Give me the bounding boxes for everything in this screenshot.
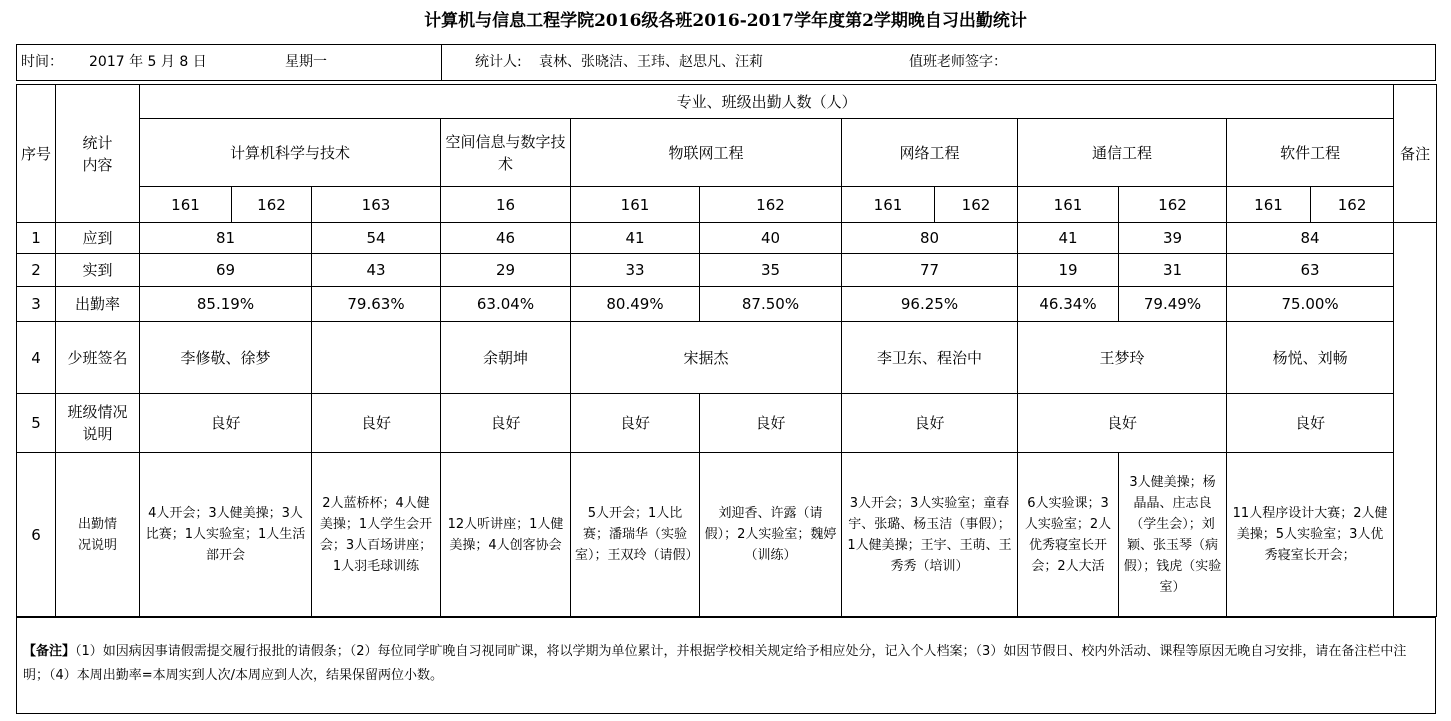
date-label: 时间： [21, 54, 63, 70]
rate-cell: 80.49% [571, 287, 700, 322]
notes-cell: 6人实验课；3人实验室；2人优秀寝室长开会；2人大活 [1018, 453, 1119, 617]
value-cell: 39 [1119, 223, 1227, 254]
row-label: 出勤情况说明 [56, 453, 140, 617]
value-cell: 84 [1227, 223, 1394, 254]
value-cell: 63 [1227, 254, 1394, 287]
value-cell: 41 [1018, 223, 1119, 254]
sign-cell: 李卫东、程治中 [842, 322, 1018, 394]
row-label: 应到 [56, 223, 140, 254]
date-value: 2017 年 5 月 8 日 [89, 54, 207, 70]
rate-cell: 79.63% [312, 287, 441, 322]
stats-label: 统计人: [475, 54, 522, 70]
sign-cell: 杨悦、刘畅 [1227, 322, 1394, 394]
sign-cell: 王梦玲 [1018, 322, 1227, 394]
value-cell: 69 [140, 254, 312, 287]
class-cell: 162 [1119, 187, 1227, 223]
rate-cell: 63.04% [441, 287, 571, 322]
value-cell: 41 [571, 223, 700, 254]
major-iot: 物联网工程 [571, 119, 842, 187]
rate-cell: 46.34% [1018, 287, 1119, 322]
row-label: 少班签名 [56, 322, 140, 394]
status-cell: 良好 [571, 394, 700, 453]
status-cell: 良好 [1018, 394, 1227, 453]
value-cell: 29 [441, 254, 571, 287]
status-cell: 良好 [140, 394, 312, 453]
value-cell: 81 [140, 223, 312, 254]
class-cell: 161 [1018, 187, 1119, 223]
row-no: 4 [17, 322, 56, 394]
sign-cell: 宋据杰 [571, 322, 842, 394]
row-no: 5 [17, 394, 56, 453]
remark-cell [1394, 223, 1437, 617]
header-remark: 备注 [1394, 85, 1437, 223]
rate-cell: 96.25% [842, 287, 1018, 322]
notes-text: （1）如因病因事请假需提交履行报批的请假条；（2）每位同学旷晚自习视同旷课，将以学期为单位累计，并根据学校相关规定给予相应处分，记入个人档案；（3）如因节假日、校内外活动、课程等原因无晚自习安排，请在备注栏中注明；（4）本周出勤率=本周实到人次/本周应到人次，结果保留两位小数。 [23, 644, 1407, 683]
value-cell: 77 [842, 254, 1018, 287]
notes-cell: 3人健美操；杨晶晶、庄志良（学生会）；刘颖、张玉琴（病假）；钱虎（实验室） [1119, 453, 1227, 617]
header-content: 统计 内容 [56, 85, 140, 223]
value-cell: 80 [842, 223, 1018, 254]
attendance-table [16, 84, 1437, 617]
rate-cell: 85.19% [140, 287, 312, 322]
row-label: 出勤率 [56, 287, 140, 322]
status-cell: 良好 [700, 394, 842, 453]
info-bar [16, 44, 1436, 81]
class-cell: 162 [232, 187, 312, 223]
value-cell: 35 [700, 254, 842, 287]
class-cell: 161 [571, 187, 700, 223]
notes-cell: 2人蓝桥杯；4人健美操；1人学生会开会；3人百场讲座；1人羽毛球训练 [312, 453, 441, 617]
class-cell: 16 [441, 187, 571, 223]
row-label: 班级情况说明 [56, 394, 140, 453]
notes-cell: 5人开会；1人比赛；潘瑞华（实验室）；王双玲（请假） [571, 453, 700, 617]
class-cell: 162 [1311, 187, 1394, 223]
major-spatial: 空间信息与数字技术 [441, 119, 571, 187]
sign-cell [312, 322, 441, 394]
header-seq: 序号 [17, 85, 56, 223]
row-label: 实到 [56, 254, 140, 287]
class-cell: 162 [935, 187, 1018, 223]
row-no: 1 [17, 223, 56, 254]
row-no: 3 [17, 287, 56, 322]
value-cell: 46 [441, 223, 571, 254]
notes-label: 【备注】 [23, 644, 76, 659]
notes-cell: 3人开会；3人实验室；童春宇、张璐、杨玉洁（事假）；1人健美操；王宇、王萌、王秀秀（培训） [842, 453, 1018, 617]
row-no: 2 [17, 254, 56, 287]
notes-cell: 刘迎香、许露（请假）；2人实验室；魏婷（训练） [700, 453, 842, 617]
major-software: 软件工程 [1227, 119, 1394, 187]
value-cell: 40 [700, 223, 842, 254]
status-cell: 良好 [441, 394, 571, 453]
rate-cell: 75.00% [1227, 287, 1394, 322]
row-no: 6 [17, 453, 56, 617]
sign-cell: 余朝坤 [441, 322, 571, 394]
value-cell: 31 [1119, 254, 1227, 287]
header-group: 专业、班级出勤人数（人） [140, 85, 1394, 119]
stats-people: 袁林、张晓洁、王玮、赵思凡、汪莉 [539, 54, 763, 70]
value-cell: 33 [571, 254, 700, 287]
class-cell: 161 [842, 187, 935, 223]
class-cell: 162 [700, 187, 842, 223]
notes-cell: 4人开会；3人健美操；3人比赛；1人实验室；1人生活部开会 [140, 453, 312, 617]
value-cell: 19 [1018, 254, 1119, 287]
major-network: 网络工程 [842, 119, 1018, 187]
notes-box [16, 617, 1436, 714]
notes-cell: 12人听讲座；1人健美操；4人创客协会 [441, 453, 571, 617]
class-cell: 161 [140, 187, 232, 223]
class-cell: 163 [312, 187, 441, 223]
value-cell: 54 [312, 223, 441, 254]
value-cell: 43 [312, 254, 441, 287]
status-cell: 良好 [1227, 394, 1394, 453]
class-cell: 161 [1227, 187, 1311, 223]
teacher-sign-label: 值班老师签字： [909, 54, 1007, 70]
status-cell: 良好 [842, 394, 1018, 453]
status-cell: 良好 [312, 394, 441, 453]
rate-cell: 87.50% [700, 287, 842, 322]
major-cs: 计算机科学与技术 [140, 119, 441, 187]
page-title: 计算机与信息工程学院2016级各班2016-2017学年度第2学期晚自习出勤统计 [424, 11, 1027, 31]
info-divider [441, 45, 442, 80]
rate-cell: 79.49% [1119, 287, 1227, 322]
weekday: 星期一 [285, 54, 327, 70]
notes-cell: 11人程序设计大赛；2人健美操；5人实验室；3人优秀寝室长开会； [1227, 453, 1394, 617]
sign-cell: 李修敬、徐梦 [140, 322, 312, 394]
major-comm: 通信工程 [1018, 119, 1227, 187]
